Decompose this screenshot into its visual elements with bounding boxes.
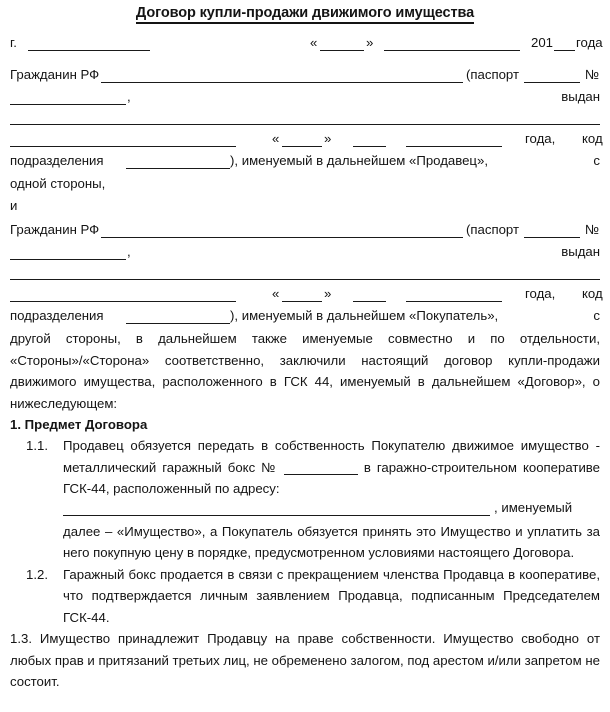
seller-issue-month-fill-field[interactable] bbox=[406, 146, 502, 147]
page-title-text: Договор купли-продажи движимого имущества bbox=[136, 5, 474, 24]
seller-passport-number-line bbox=[8, 87, 602, 109]
clause-1-2 bbox=[8, 564, 602, 629]
month-fill-field[interactable] bbox=[384, 50, 520, 51]
garage-address-fill-field[interactable] bbox=[63, 515, 490, 516]
seller-passport-series-fill-field[interactable] bbox=[524, 82, 580, 83]
city-fill-field[interactable] bbox=[28, 50, 150, 51]
buyer-passport-series-fill-field[interactable] bbox=[524, 237, 580, 238]
seller-issued-label: выдан bbox=[561, 89, 600, 104]
buyer-designation-tail bbox=[230, 308, 600, 323]
buyer-issuer-fill-field-continued[interactable] bbox=[10, 301, 236, 302]
conjunction-line: и bbox=[10, 197, 18, 213]
buyer-issue-day-quote-close: » bbox=[324, 286, 332, 301]
buyer-subdivision-code-fill-field[interactable] bbox=[126, 323, 230, 324]
buyer-passport-label: (паспорт bbox=[466, 222, 520, 237]
seller-issue-day-fill-field[interactable] bbox=[282, 146, 322, 147]
buyer-subdivision-line bbox=[8, 306, 602, 328]
seller-name-fill-field[interactable] bbox=[101, 82, 463, 83]
seller-number-symbol: № bbox=[585, 67, 600, 82]
clause-1-2-text: Гаражный бокс продается в связи с прекращением членства Продавца в кооперативе, что подтверждается личным заявлением Продавца, подписанным Председателем ГСК-44. bbox=[63, 566, 600, 625]
buyer-issue-date-and-code-line bbox=[8, 284, 602, 306]
spacer bbox=[8, 23, 602, 33]
seller-subdivision-code-fill-field[interactable] bbox=[126, 168, 230, 169]
buyer-issue-month-short-fill-field[interactable] bbox=[353, 301, 386, 302]
seller-closing-line: одной стороны, bbox=[10, 176, 106, 191]
buyer-passport-number-line bbox=[8, 242, 602, 264]
garage-box-number-fill-field[interactable] bbox=[284, 463, 358, 475]
buyer-name-fill-field[interactable] bbox=[101, 237, 463, 238]
day-quote-open: « bbox=[310, 35, 318, 50]
clause-1-1-text-part-4: далее – «Имущество», а Покупатель обязуется принять это Имущество и уплатить за него покупную цену в порядке, предусмотренном условиями настоящего Договора. bbox=[63, 523, 600, 560]
section-1-heading: 1. Предмет Договора bbox=[10, 417, 148, 432]
buyer-comma: , bbox=[127, 244, 131, 259]
buyer-citizen-label: Гражданин РФ bbox=[10, 222, 100, 237]
seller-issuer-line bbox=[8, 109, 602, 129]
clause-1-1-number: 1.1. bbox=[26, 438, 48, 453]
clause-1-1-text-part-2: в гаражно-строительном кооперативе ГСК-44, расположенный по адресу: bbox=[63, 459, 600, 496]
page-title bbox=[8, 3, 602, 23]
year-word: года bbox=[576, 35, 603, 50]
spacer bbox=[8, 55, 602, 65]
seller-issue-month-short-fill-field[interactable] bbox=[353, 146, 386, 147]
seller-subdivision-label: подразделения bbox=[10, 153, 104, 168]
clause-1-1-text-part-1: Продавец обязуется передать в собственность Покупателю движимое имущество - металлический гаражный бокс № bbox=[63, 438, 600, 475]
preamble-paragraph: другой стороны, в дальнейшем также именуемые совместно и по отдельности, «Стороны»/«Сторона» соответственно, заключили настоящий договор купли-продажи движимого имущества, расположенного в ГСК 44, именуемый в дальнейшем «Договор», о нижеследующем: bbox=[10, 331, 600, 411]
buyer-subdivision-label: подразделения bbox=[10, 308, 104, 323]
city-and-date-line bbox=[8, 33, 602, 55]
seller-citizen-label: Гражданин РФ bbox=[10, 67, 100, 82]
day-fill-field[interactable] bbox=[320, 50, 364, 51]
clause-1-1-continued bbox=[8, 521, 602, 564]
seller-issue-date-and-code-line bbox=[8, 129, 602, 151]
seller-subdivision-line bbox=[8, 151, 602, 173]
seller-designation-tail-right: с bbox=[593, 153, 600, 168]
seller-issuer-fill-field-continued[interactable] bbox=[10, 146, 236, 147]
buyer-issuer-line bbox=[8, 264, 602, 284]
seller-designation-tail bbox=[230, 153, 600, 168]
seller-passport-number-fill-field[interactable] bbox=[10, 104, 126, 105]
seller-designation-tail-left: ), именуемый в дальнейшем «Продавец», bbox=[230, 153, 488, 168]
seller-issue-day-quote-close: » bbox=[324, 131, 332, 146]
buyer-citizen-line bbox=[8, 220, 602, 242]
clause-1-3: 1.3. Имущество принадлежит Продавцу на праве собственности. Имущество свободно от любых прав и притязаний третьих лиц, не обременено залогом, под арестом и/или запретом не состоит. bbox=[10, 631, 600, 689]
buyer-issue-day-quote-open: « bbox=[272, 286, 280, 301]
buyer-designation-tail-right: с bbox=[593, 308, 600, 323]
buyer-issued-label: выдан bbox=[561, 244, 600, 259]
seller-citizen-line bbox=[8, 65, 602, 87]
buyer-passport-number-fill-field[interactable] bbox=[10, 259, 126, 260]
document-page bbox=[0, 3, 610, 712]
buyer-issue-day-fill-field[interactable] bbox=[282, 301, 322, 302]
clause-1-2-number: 1.2. bbox=[26, 566, 48, 582]
buyer-issuer-fill-field[interactable] bbox=[10, 279, 600, 280]
clause-1-1 bbox=[8, 435, 602, 500]
buyer-code-word: код bbox=[582, 286, 603, 301]
city-label: г. bbox=[10, 35, 17, 50]
seller-issuer-fill-field[interactable] bbox=[10, 124, 600, 125]
seller-comma: , bbox=[127, 89, 131, 104]
year-fill-field[interactable] bbox=[554, 50, 575, 51]
buyer-issue-month-fill-field[interactable] bbox=[406, 301, 502, 302]
buyer-designation-tail-left: ), именуемый в дальнейшем «Покупатель», bbox=[230, 308, 499, 323]
day-quote-close: » bbox=[366, 35, 374, 50]
clause-1-1-address-line bbox=[8, 500, 602, 521]
year-prefix: 201 bbox=[531, 35, 554, 50]
seller-code-word: код bbox=[582, 131, 603, 146]
seller-issue-day-quote-open: « bbox=[272, 131, 280, 146]
buyer-number-symbol: № bbox=[585, 222, 600, 237]
seller-passport-label: (паспорт bbox=[466, 67, 520, 82]
clause-1-1-text-part-3: , именуемый bbox=[494, 499, 573, 515]
seller-issue-year-word: года, bbox=[525, 131, 556, 146]
buyer-issue-year-word: года, bbox=[525, 286, 556, 301]
